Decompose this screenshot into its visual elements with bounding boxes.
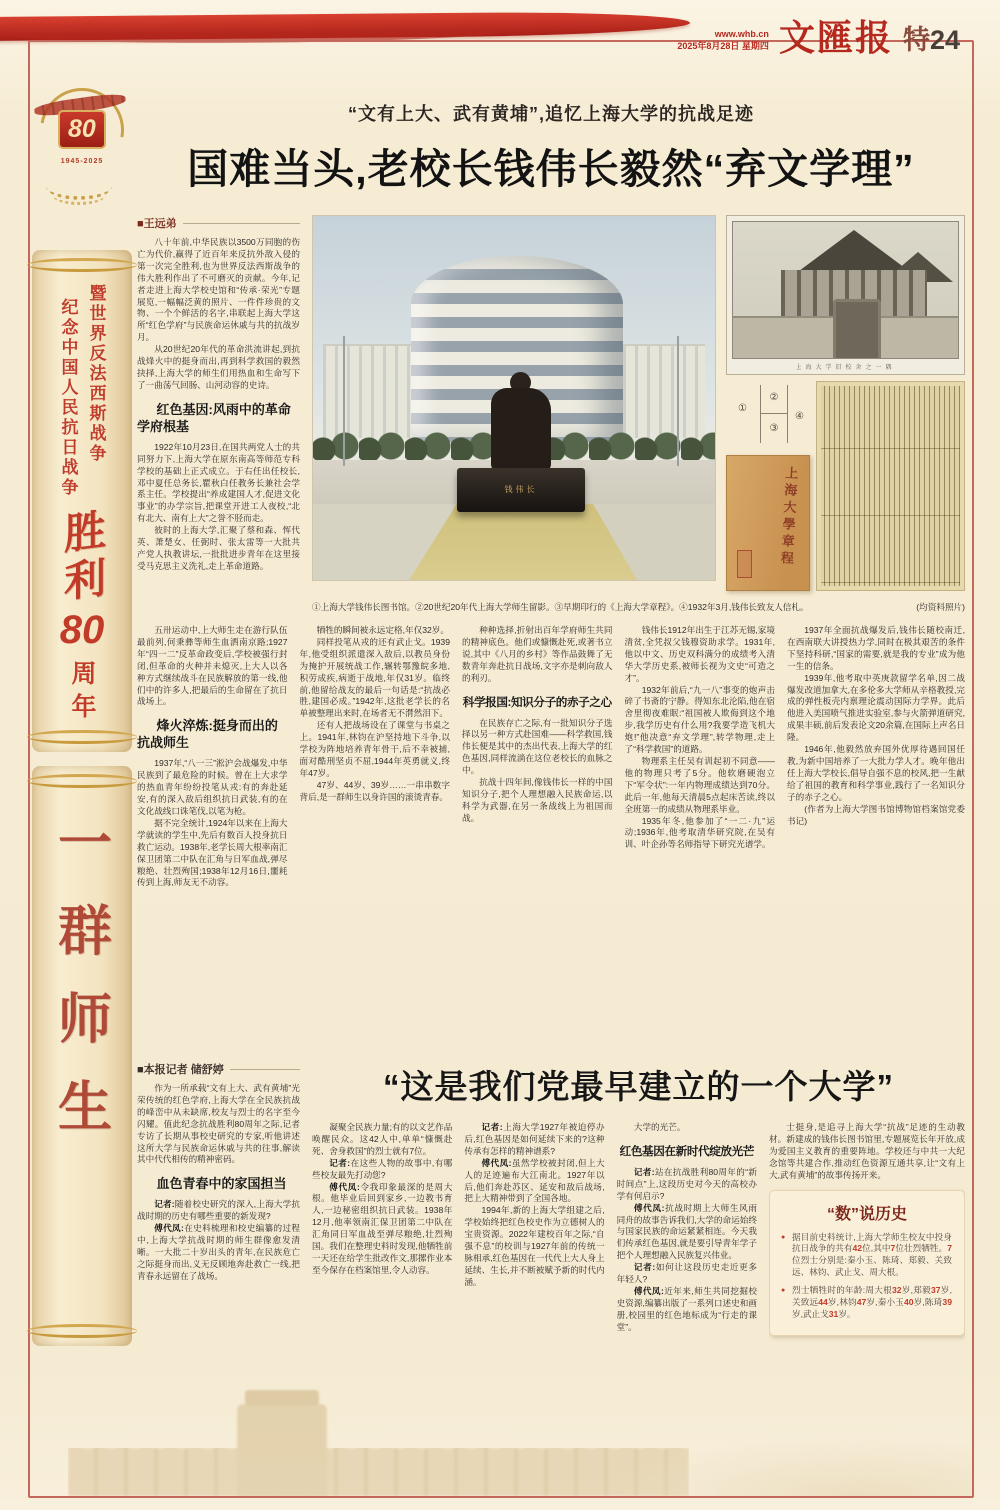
left-rail (32, 84, 132, 1346)
body-paragraph: 种种选择,折射出百年学府师生共同的精神底色。他们或慷慨赴死,或著书立说,其中《八月的乡村》等作品鼓舞了无数青年奔赴抗日战场,文字亦是刺向敌人的利刃。 (462, 625, 613, 683)
figure-key-3: ③ (769, 423, 779, 434)
masthead-brand: 文匯报 (778, 17, 893, 59)
photo-credit: (均资料照片) (916, 602, 965, 612)
statue-pedestal (457, 468, 585, 512)
qa-label: 傅代凤: (633, 1202, 665, 1213)
qa-label: 记者: (154, 1199, 175, 1210)
body-paragraph: ● 烈士牺牲时的年龄:周大根32岁,郑毅37岁,关致远44岁,林钧47岁,秦小玉40岁,陈琦39岁,武止戈31岁。 (782, 1285, 952, 1321)
old-photo-caption: 上海大学旧校舍之一隅 (795, 365, 896, 371)
body-paragraph: 从20世纪20年代的革命洪流讲起,到抗战烽火中的挺身而出,再到科学救国的毅然抉择,上海大学的师生们用热血和生命写下了一曲荡气回肠、山河动容的史诗。 (137, 344, 300, 390)
light-pole (677, 336, 679, 466)
body-paragraph: 1994年,新的上海大学组建之后,学校始终把红色校史作为立德树人的宝贵资源。2022年建校百年之际,“自强不息”的校训与1927年前的传统一脉相承,红色基因在一代代上大人身上延续、生长,并不断被赋予新的时代内涵。 (464, 1205, 605, 1287)
path (593, 504, 716, 580)
laurel-icon (52, 184, 106, 205)
scroll-cap (27, 1324, 137, 1338)
light-pole (343, 336, 345, 466)
body-paragraph: 物理系主任吴有训起初不同意——他的物理只考了5分。他软磨硬泡立下“军令状”:一年内物理成绩达到70分。此后一年,他每天清晨5点起床苦读,终以全班第一的成绩从物理系毕业。 (624, 755, 775, 814)
qa-label: 记者: (481, 1122, 503, 1132)
body-paragraph: 士挺身,是追寻上海大学“抗战”足迹的生动教材。新建成的钱伟长图书馆里,专题展览长年开放,成为爱国主义教育的重要阵地。学校还与中共一大纪念馆等共建合作,推动红色资源互通共享,让“文有上大,武有黄埔”的故事传扬开来。 (768, 1122, 965, 1180)
archive-photo-panel (726, 215, 965, 595)
body-paragraph: 大学的光芒。 (633, 1122, 686, 1132)
body-paragraph: 牺牲的瞬间被永远定格,年仅32岁。 (316, 625, 449, 635)
photo-caption-row (312, 601, 965, 613)
body-paragraph: 还有人把战场设在了课堂与书桌之上。1941年,林钧在沪坚持地下斗争,以学校为阵地培养青年骨干,后不幸被捕,面对酷刑坚贞不屈,1944年英勇就义,终年47岁。 (299, 720, 450, 778)
body-paragraph: 钱伟长1912年出生于江苏无锡,家境清贫,全凭叔父钱穆资助求学。1931年,他以中文、历史双科满分的成绩考入清华大学历史系,被师长视为文史“可造之才”。 (624, 625, 775, 683)
top-ribbon-decoration (0, 11, 690, 41)
body-paragraph: 作为一所承载“文有上大、武有黄埔”光荣传统的红色学府,上海大学在全民族抗战的峰峦中从未缺席,校友与烈士的名字至今闪耀。值此纪念抗战胜利80周年之际,记者专访了长期从事校史研究的专家,听他讲述这所大学与民族命运休戚与共的往事,解读其中代代相传的精神密码。 (137, 1083, 300, 1165)
body-paragraph: ● 据目前史料统计,上海大学师生校友中投身抗日战争的共有42位,其中7位壮烈牺牲。7位烈士分别是:秦小玉、陈琦、郑毅、关致远、林钧、武止戈、周大根。 (782, 1232, 952, 1280)
body-paragraph: 傅代凤:令我印象最深的是周大根。他毕业后回到家乡,一边教书育人,一边秘密组织抗日武装。1938年12月,他率领南汇保卫团第二中队在汇角同日军血战至弹尽粮绝,壮烈殉国。我们在整理史料时发现,他牺牲前一天还在给学生批改作文,那摞作业本至今保存在档案馆里,令人动容。 (312, 1181, 453, 1275)
edition-prefix: 特 (902, 25, 930, 55)
qa-label: 傅代凤: (329, 1181, 360, 1192)
text-column-1 (137, 625, 288, 1045)
body-paragraph: 记者:如何让这段历史走近更多年轻人? (616, 1262, 757, 1285)
qa-label: 记者: (633, 1262, 656, 1273)
scroll-cap (27, 774, 137, 788)
edition-number: 24 (929, 25, 960, 55)
body-paragraph: 在民族存亡之际,有一批知识分子选择以另一种方式赴国难——科学救国,钱伟长便是其中的杰出代表,上海大学的红色基因,同样流淌在这位老校长的血脉之中。 (462, 717, 613, 776)
byline-rule (230, 1069, 300, 1070)
body-paragraph: 同样投笔从戎的还有武止戈。1939年,他受组织派遣深入敌后,以教员身份为掩护开展统战工作,辗转鄂豫皖多地,积劳成疾,病逝于战地,年仅31岁。临终前,他留给战友的最后一句话是:“抗战必胜,建国必成。”1942年,这批老学长的名单被整理出来时,在场者无不潸然泪下。 (299, 636, 450, 719)
qa-label: 记者: (329, 1157, 351, 1168)
article1-photo-area (312, 215, 965, 613)
body-paragraph: 傅代凤:虽然学校被封闭,但上大人的足迹遍布大江南北。1927年以后,他们奔赴苏区、延安和敌后战场,把上大精神带到了全国各地。 (464, 1157, 605, 1204)
anniversary-80-logo (32, 84, 132, 236)
article2-column-3 (464, 1122, 604, 1444)
body-paragraph: 记者:随着校史研究的深入,上海大学抗战时期的历史有哪些重要的新发现? (137, 1199, 300, 1222)
scroll-cap (27, 258, 137, 272)
photo-caption: ①上海大学钱伟长图书馆。②20世纪20年代上海大学师生留影。③早期印行的《上海大学章程》。④1932年3月,钱伟长致友人信札。 (312, 602, 809, 612)
article2-headline: “这是我们党最早建立的一个大学” (383, 1068, 894, 1105)
article2-byline: ■本报记者 储舒婷 (137, 1064, 224, 1076)
intro-paragraphs (137, 237, 300, 573)
body-paragraph: 47岁、44岁、39岁……一串串数字背后,是一群师生以身许国的滚烫青春。 (299, 779, 450, 802)
article2-column-2 (312, 1122, 452, 1444)
body-paragraph: 1937年,“八一三”淞沪会战爆发,中华民族到了最危险的时候。曾在上大求学的热血青年纷纷投笔从戎:有的奔赴延安,有的深入敌后组织抗日武装,有的在文化战线口诛笔伐,以笔为枪。 (137, 758, 288, 816)
text-column-5 (787, 625, 965, 1045)
campus-library-photo (312, 215, 716, 581)
archive-newspaper-clipping (816, 381, 965, 591)
article2-column-5-text (769, 1122, 965, 1182)
masthead-date: 2025年8月28日 星期四 (677, 41, 769, 51)
qian-weichang-statue (491, 388, 551, 472)
article2-column-4 (617, 1122, 757, 1444)
shengli-calligraphy: 胜利 (58, 506, 107, 609)
body-paragraph: 抗战十四年间,像钱伟长一样的中国知识分子,把个人理想融入民族命运,以科学为武器,在另一条战线上为祖国而战。 (462, 777, 613, 823)
body-paragraph: 1932年前后,“九一八”事变的炮声击碎了书斋的宁静。得知东北沦陷,他在宿舍里彻夜难眠:“祖国被人欺侮到这个地步,我学历史有什么用?我要学造飞机大炮!”他决意“弃文学理”,转学物理,走上了“科学救国”的道路。 (624, 684, 775, 755)
stats-items (782, 1232, 952, 1321)
figure-key-diagram (736, 385, 810, 445)
main-content (137, 100, 965, 1444)
section-header: 红色基因在新时代绽放光芒 (619, 1144, 754, 1158)
slogan-banner (32, 250, 132, 752)
scroll-cap (27, 730, 137, 744)
article1-kicker: “文有上大、武有黄埔”,追忆上海大学的抗战足迹 (348, 104, 754, 124)
article1-byline: ■王远弟 (137, 218, 177, 230)
body-paragraph: 傅代凤:近年来,师生共同挖掘校史资源,编纂出版了一系列口述史和画册,校园里的红色地标成为“行走的课堂”。 (616, 1285, 757, 1332)
body-paragraph: 傅代凤:抗战时期上大师生风雨同舟的故事告诉我们,大学的命运始终与国家民族的命运紧紧相连。今天我们传承红色基因,就是要引导青年学子把个人理想融入民族复兴伟业。 (616, 1202, 757, 1261)
banner-zhounian: 周年 (68, 660, 96, 726)
body-paragraph: 记者:在这些人物的故事中,有哪些校友最先打动您? (312, 1157, 453, 1180)
pedestal-label: 钱伟长 (504, 485, 538, 494)
logo-years: 1945-2025 (60, 158, 104, 165)
article2-column-1 (137, 1083, 300, 1283)
masthead-dates (677, 28, 769, 56)
text-column-3 (462, 625, 613, 1045)
article1-column-band (137, 625, 965, 1045)
article2-column-5 (769, 1122, 965, 1444)
stats-box-title: “数”说历史 (826, 1205, 907, 1223)
qa-label: 傅代凤: (481, 1157, 512, 1168)
masthead-url: www.whb.cn (714, 29, 769, 39)
slogan-right: 暨世界反法西斯战争 (86, 284, 106, 464)
slogan-left: 纪念中国人民抗日战争 (58, 298, 78, 498)
body-paragraph: 八十年前,中华民族以3500万同胞的伤亡为代价,赢得了近百年来反抗外敌入侵的第一次完全胜利,也为世界反法西斯战争的伟大胜利作出了不可磨灭的贡献。今年,记者走进上海大学校史馆和“传承·荣光”专题展览,一幅幅泛黄的照片、一件件珍贵的文物、一个个鲜活的名字,串联起上海大学这所“红色学府”与民族命运休戚与共的抗战岁月。 (137, 237, 300, 343)
gate (833, 299, 881, 358)
section-header: 血色青春中的家国担当 (156, 1176, 287, 1192)
section-header: 烽火淬炼:挺身而出的抗战师生 (137, 718, 278, 751)
body-paragraph: 1922年10月23日,在国共两党人士的共同努力下,上海大学在原东南高等师范专科学校的基础上正式成立。于右任出任校长,邓中夏任总务长,瞿秋白任教务长兼社会学系主任。学校提出“养成建国人才,促进文化事业”的办学宗旨,把课堂开进工人夜校,“北有北大、南有上大”之誉不胫而走。 (137, 441, 300, 524)
body-paragraph: 五卅运动中,上大师生走在游行队伍最前列,何秉彝等师生血洒南京路;1927年“四一二”反革命政变后,学校被强行封闭,但革命的火种并未熄灭,上大人以各种方式继续战斗在民族解放的第一线,他们中的许多人,把最后的生命留在了抗日战场上。 (137, 625, 288, 707)
article1-intro-column (137, 215, 300, 609)
body-paragraph: 傅代凤:在史料梳理和校史编纂的过程中,上海大学抗战时期的师生群像愈发清晰。一大批二十岁出头的青年,在民族危亡之际挺身而出,义无反顾地奔赴救亡一线,把青春永远留在了战场。 (137, 1223, 300, 1281)
masthead-block (677, 17, 960, 59)
figure-key-2: ② (761, 385, 787, 414)
book-title: 上海大學章程 (777, 465, 798, 569)
body-paragraph: 1946年,他毅然放弃国外优厚待遇回国任教,为新中国培养了一大批力学人才。晚年他出任上海大学校长,倡导自强不息的校风,把一生献给了祖国的教育和科学事业,践行了一名知识分子的赤子之心。 (787, 744, 965, 802)
roof-shape (795, 230, 913, 274)
series-title: 一群师生 (49, 814, 114, 1166)
body-paragraph: 彼时的上海大学,汇聚了蔡和森、恽代英、萧楚女、任弼时、张太雷等一大批共产党人执教讲坛,一批批进步青年在这里接受马克思主义洗礼,走上革命道路。 (137, 525, 300, 571)
article2-intro-column (137, 1061, 300, 1433)
body-paragraph: 记者:上海大学1927年被迫停办后,红色基因是如何延续下来的?这种传承有怎样的精神谱系? (464, 1122, 605, 1156)
article2 (137, 1061, 965, 1444)
series-title-banner (32, 766, 132, 1346)
body-paragraph: 据不完全统计,1924年以来在上海大学就读的学生中,先后有数百人投身抗日救亡运动。1938年,老学长周大根率南汇保卫团第二中队在汇角与日军血战,弹尽粮绝、壮烈殉国;1938年12月16日,噩耗传到上海,师友无不动容。 (137, 817, 288, 888)
seal-icon (737, 550, 752, 578)
article2-right (312, 1061, 965, 1444)
path (312, 504, 457, 580)
body-paragraph: 1937年全面抗战爆发后,钱伟长随校南迁,在西南联大讲授热力学,同时在极其艰苦的条件下坚持科研,“国家的需要,就是我的专业”成为他一生的信条。 (787, 625, 965, 671)
body-paragraph: 1939年,他考取中英庚款留学名单,因二战爆发改道加拿大,在多伦多大学师从辛格教授,完成的弹性板壳内禀理论震动国际力学界。此后他进入美国喷气推进实验室,参与火箭弹道研究,成果丰硕,前后发表论文20余篇,在国际上声名日隆。 (787, 672, 965, 743)
qa-label: 记者: (633, 1166, 655, 1177)
lawn (313, 504, 715, 580)
section-header: 红色基因:风雨中的革命学府根基 (137, 401, 291, 434)
masthead-edition (903, 24, 960, 56)
stats-box (769, 1190, 965, 1336)
article1-top-band (137, 215, 965, 613)
text-column-4 (625, 625, 776, 1045)
qa-label: 傅代凤: (154, 1223, 184, 1234)
old-photo-image (732, 221, 959, 359)
old-campus-photo (726, 215, 965, 375)
body-paragraph: 记者:站在抗战胜利80周年的“新时间点”上,这段历史对今天的高校办学有何启示? (616, 1166, 757, 1201)
body-paragraph: 1935年冬,他参加了“一二·九”运动;1936年,他考取清华研究院,在吴有训、叶企孙等名师指导下研究光谱学。 (624, 815, 775, 850)
qa-label: 傅代凤: (633, 1285, 664, 1296)
banner-80: 80 (59, 608, 105, 652)
logo-80-number: 80 (58, 110, 106, 149)
figure-key-4: ④ (795, 411, 804, 422)
body-paragraph: 凝聚全民族力量;有的以文艺作品唤醒民众。这42人中,单单“慷慨赴死、舍身救国”的烈士就有7位。 (312, 1122, 453, 1156)
section-header: 科学报国:知识分子的赤子之心 (462, 695, 612, 709)
body-paragraph: (作者为上海大学图书馆博物馆档案馆党委书记) (787, 803, 965, 826)
article1-headline: 国难当头,老校长钱伟长毅然“弃文学理” (187, 146, 915, 192)
byline-rule (183, 223, 300, 224)
charter-book-cover (726, 455, 810, 591)
figure-key-1: ① (738, 403, 747, 414)
text-column-2 (300, 625, 451, 1045)
